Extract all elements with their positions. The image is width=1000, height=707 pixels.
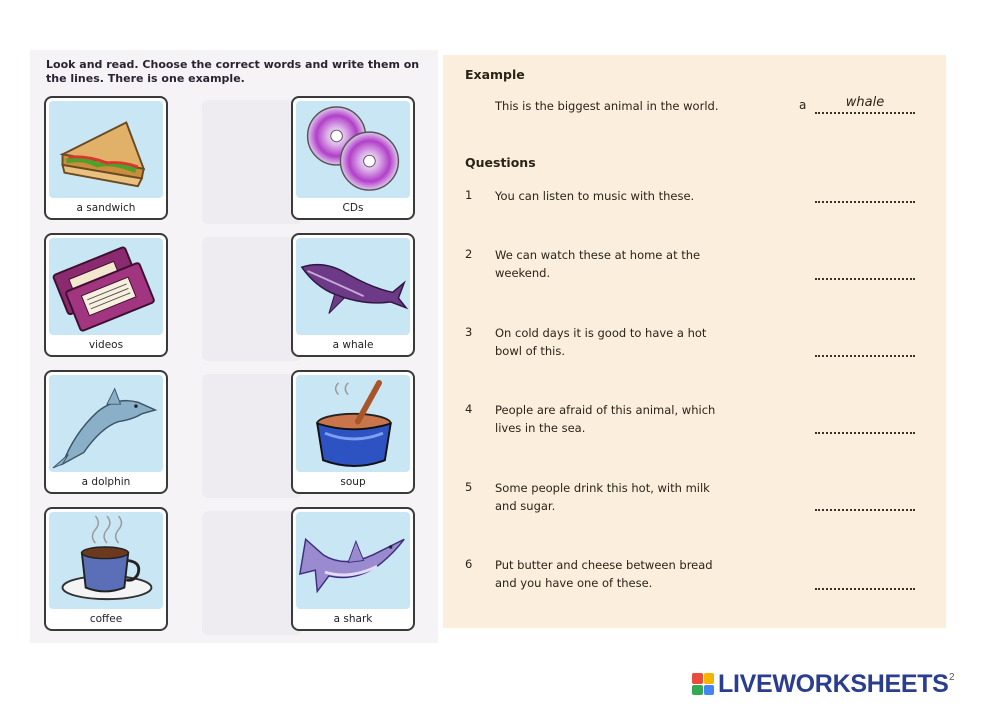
- faded-background: [202, 100, 302, 224]
- question-number: 1: [465, 188, 473, 202]
- question-text: Put butter and cheese between bread and you have one of these.: [495, 558, 713, 590]
- logo-text: LIVEWORKSHEETS: [718, 669, 949, 698]
- card-label: a shark: [333, 613, 373, 625]
- faded-background: [202, 374, 302, 498]
- answer-line-4[interactable]: [815, 422, 915, 434]
- answer-line-1[interactable]: [815, 191, 915, 203]
- picture-card-sandwich: [44, 96, 168, 220]
- shark-icon: [296, 512, 410, 609]
- picture-card-cds: [291, 96, 415, 220]
- page-number: 2: [949, 672, 955, 683]
- example-answer: whale: [845, 95, 885, 110]
- sandwich-icon: [49, 101, 163, 198]
- card-label: a sandwich: [76, 202, 136, 214]
- picture-card-videos: [44, 233, 168, 357]
- card-label: CDs: [342, 202, 364, 214]
- answer-line-2[interactable]: [815, 268, 915, 280]
- question-number: 6: [465, 557, 473, 571]
- question-number: 4: [465, 402, 473, 416]
- faded-background: [202, 511, 302, 635]
- questions-page: [443, 55, 946, 628]
- picture-card-whale: [291, 233, 415, 357]
- card-label: a dolphin: [81, 476, 131, 488]
- question-number: 3: [465, 325, 473, 339]
- picture-card-dolphin: [44, 370, 168, 494]
- card-label: videos: [88, 339, 124, 351]
- answer-line-6[interactable]: [815, 578, 915, 590]
- liveworksheets-logo-icon: [692, 673, 714, 695]
- question-number: 5: [465, 480, 473, 494]
- question-text: We can watch these at home at the weekend.: [495, 248, 701, 280]
- instructions: Look and read. Choose the correct words and write them on the lines. There is one example.: [46, 58, 420, 85]
- picture-page: [30, 50, 438, 643]
- example-heading: Example: [465, 67, 525, 82]
- question-text: You can listen to music with these.: [495, 189, 695, 203]
- answer-line-5[interactable]: [815, 499, 915, 511]
- card-label: soup: [340, 476, 366, 488]
- cds-icon: [296, 101, 410, 198]
- faded-background: [202, 237, 302, 361]
- answer-line-3[interactable]: [815, 345, 915, 357]
- liveworksheets-logo: [692, 668, 949, 700]
- whale-icon: [296, 238, 410, 335]
- example-article: a: [799, 98, 807, 112]
- card-label: a whale: [332, 339, 374, 351]
- soup-icon: [296, 375, 410, 472]
- picture-card-shark: [291, 507, 415, 631]
- question-text: People are afraid of this animal, which lives in the sea.: [495, 403, 716, 435]
- card-label: coffee: [89, 613, 123, 625]
- question-number: 2: [465, 247, 473, 261]
- dolphin-icon: [49, 375, 163, 472]
- example-sentence: This is the biggest animal in the world.: [495, 99, 719, 113]
- picture-card-coffee: [44, 507, 168, 631]
- videos-icon: [49, 238, 163, 335]
- picture-card-soup: [291, 370, 415, 494]
- question-text: On cold days it is good to have a hot bowl of this.: [495, 326, 707, 358]
- questions-heading: Questions: [465, 155, 536, 170]
- coffee-icon: [49, 512, 163, 609]
- question-text: Some people drink this hot, with milk and sugar.: [495, 481, 710, 513]
